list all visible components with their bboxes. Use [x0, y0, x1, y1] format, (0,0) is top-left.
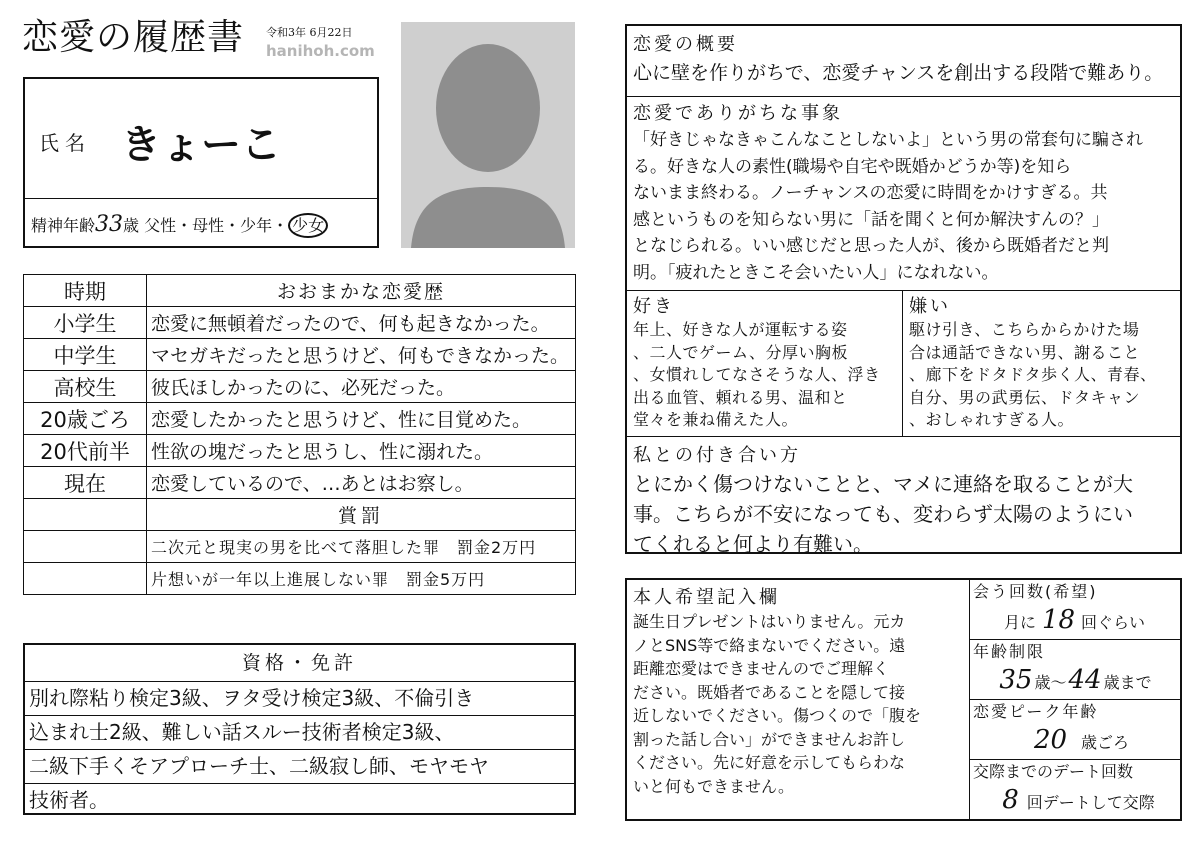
table-row: [24, 339, 576, 371]
dates-post: 回デートして交際: [1026, 793, 1155, 812]
licenses-header: 資格・免許: [25, 645, 574, 682]
period-cell: 小学生: [24, 307, 147, 339]
wishes-header: 本人希望記入欄: [633, 587, 780, 608]
wish-line: ください。先に好意を示してもらわな: [633, 753, 906, 772]
period-cell: 高校生: [24, 371, 147, 403]
dating-line: 事。こちらが不安になっても、変わらず太陽のようにい: [633, 502, 1133, 526]
age-min: 35: [999, 665, 1033, 695]
penalty-header-row: [24, 499, 576, 531]
story-cell: 彼氏ほしかったのに、必死だった。: [147, 371, 576, 403]
trait-selected: 少女: [288, 213, 328, 238]
table-row: [24, 467, 576, 499]
dates-count-header: 交際までのデート回数: [973, 762, 1134, 781]
date: 令和3年 6月22日: [266, 26, 353, 39]
meet-value: 18: [1041, 605, 1076, 635]
dislikes-line: 自分、男の武勇伝、ドタキャン: [909, 387, 1141, 407]
story-cell: 性欲の塊だったと思うし、性に溺れた。: [147, 435, 576, 467]
table-header-row: [24, 275, 576, 307]
stats-column: [969, 580, 1180, 819]
story-header: おおまかな恋愛歴: [147, 275, 576, 307]
likes-line: 出る血管、頼れる男、温和と: [633, 387, 848, 407]
meet-frequency-cell: [969, 580, 1180, 640]
common-line: 感というものを知らない男に「話を聞くと何か解決すんの？」: [633, 209, 1109, 230]
license-line: 別れ際粘り検定3級、ヲタ受け検定3級、不倫引き: [25, 682, 574, 716]
mental-age-value: 33: [95, 212, 124, 237]
photo-placeholder: [401, 22, 575, 248]
likes-column: [627, 291, 903, 436]
name-box: [23, 77, 379, 248]
license-line: 技術者。: [29, 788, 109, 812]
peak-value: 20: [1033, 725, 1068, 755]
wish-line: いと何もできません。: [633, 776, 794, 796]
overview-section: [627, 26, 1180, 97]
name-label: 氏名: [39, 131, 91, 155]
table-row: [24, 403, 576, 435]
meet-pre: 月に: [1003, 613, 1036, 632]
likes-line: 年上、好きな人が運転する姿: [633, 320, 848, 339]
period-cell: 中学生: [24, 339, 147, 371]
common-line: ないまま終わる。ノーチャンスの恋愛に時間をかけすぎる。共: [633, 183, 1108, 203]
likes-line: 、二人でゲーム、分厚い胸板: [633, 342, 848, 362]
common-line: となじられる。いい感じだと思った人が、後から既婚者だと判: [633, 236, 1109, 256]
license-line: 二級下手くそアプローチ士、二級寂し師、モヤモヤ: [25, 750, 574, 784]
mental-age-suffix: 歳: [123, 216, 140, 235]
likes-line: 堂々を兼ね備えた人。: [633, 410, 799, 429]
history-table: [23, 274, 576, 595]
avatar-silhouette-icon: [401, 22, 575, 248]
period-cell: 20歳ごろ: [24, 403, 147, 435]
age-mid: 歳〜: [1034, 673, 1067, 692]
common-line: 明。「疲れたときこそ会いたい人」になれない。: [633, 262, 999, 283]
story-cell: マセガキだったと思うけど、何もできなかった。: [147, 339, 576, 371]
dislikes-line: 合は通話できない男、謝ること: [909, 342, 1141, 362]
dating-line: とにかく傷つけないことと、マメに連絡を取ることが大: [633, 472, 1133, 496]
dating-line: てくれると何より有難い。: [633, 532, 873, 556]
wishes-box: [625, 578, 1182, 821]
licenses-box: [23, 643, 576, 815]
meet-post: 回ぐらい: [1081, 613, 1146, 632]
dislikes-column: [903, 291, 1180, 436]
name-value: きょーこ: [121, 121, 281, 168]
overview-text: 心に壁を作りがちで、恋愛チャンスを創出する段階で難あり。: [633, 62, 1164, 84]
period-header: 時期: [24, 275, 147, 307]
dates-count-cell: [969, 760, 1180, 819]
penalty-cell: 片想いが一年以上進展しない罪 罰金5万円: [147, 563, 576, 595]
dislikes-line: 、おしゃれすぎる人。: [909, 410, 1075, 429]
wish-line: ノとSNS等で絡まないでください。遠: [633, 635, 906, 655]
peak-post: 歳ごろ: [1081, 733, 1130, 752]
likes-line: 、女慣れしてなさそうな人、浮き: [633, 365, 881, 384]
dating-header: 私との付き合い方: [633, 445, 801, 466]
penalty-cell: 二次元と現実の男を比べて落胆した罪 罰金2万円: [147, 531, 576, 563]
story-cell: 恋愛に無頓着だったので、何も起きなかった。: [147, 307, 576, 339]
wish-line: 誕生日プレゼントはいりません。元カ: [633, 612, 906, 631]
age-max: 44: [1068, 665, 1102, 695]
license-line: 込まれ士2級、難しい話スルー技術者検定3級、: [25, 716, 574, 750]
wish-line: ださい。既婚者であることを隠して接: [633, 682, 906, 702]
common-line: る。好きな人の素性(職場や自宅や既婚かどうか等)を知ら: [633, 156, 1072, 177]
overview-header: 恋愛の概要: [633, 34, 738, 55]
peak-age-cell: [969, 700, 1180, 760]
likes-dislikes-section: [627, 291, 1180, 437]
table-row: [24, 307, 576, 339]
peak-age-header: 恋愛ピーク年齢: [973, 702, 1099, 721]
common-line: 「好きじゃなきゃこんなことしないよ」という男の常套句に騙され: [633, 130, 1143, 150]
age-limit-header: 年齢制限: [973, 642, 1046, 661]
wishes-section: [627, 580, 970, 819]
common-events-header: 恋愛でありがちな事象: [633, 103, 843, 124]
age-limit-cell: [969, 640, 1180, 700]
mental-age-prefix: 精神年齢: [31, 216, 96, 235]
traits: 父性・母性・少年・: [144, 216, 289, 235]
table-row: [24, 371, 576, 403]
table-row: [24, 531, 576, 563]
dislikes-line: 、廊下をドタドタ歩く人、青春、: [909, 365, 1157, 384]
page-title: 恋愛の履歴書: [22, 17, 245, 58]
period-cell: 現在: [24, 467, 147, 499]
period-cell: 20代前半: [24, 435, 147, 467]
wish-line: 距離恋愛はできませんのでご理解く: [633, 659, 890, 678]
table-row: [24, 563, 576, 595]
wish-line: 近しないでください。傷つくので「腹を: [633, 706, 922, 725]
divider: [25, 198, 377, 199]
dislikes-header: 嫌い: [909, 296, 951, 317]
story-cell: 恋愛しているので、…あとはお察し。: [147, 467, 576, 499]
penalty-header: 賞罰: [147, 499, 576, 531]
story-cell: 恋愛したかったと思うけど、性に目覚めた。: [147, 403, 576, 435]
meet-frequency-header: 会う回数(希望): [973, 582, 1098, 601]
table-row: [24, 435, 576, 467]
common-events-section: [627, 97, 1180, 291]
age-post: 歳まで: [1103, 673, 1152, 692]
dislikes-line: 駆け引き、こちらからかけた場: [909, 320, 1140, 339]
mental-age-row: [31, 212, 328, 237]
dating-section: [627, 437, 1180, 556]
site-url: hanihoh.com: [266, 42, 375, 60]
wish-line: 割った話し合い」ができませんお許し: [633, 729, 906, 749]
profile-details-box: [625, 24, 1182, 554]
likes-header: 好き: [633, 296, 675, 317]
dates-value: 8: [1002, 785, 1019, 815]
